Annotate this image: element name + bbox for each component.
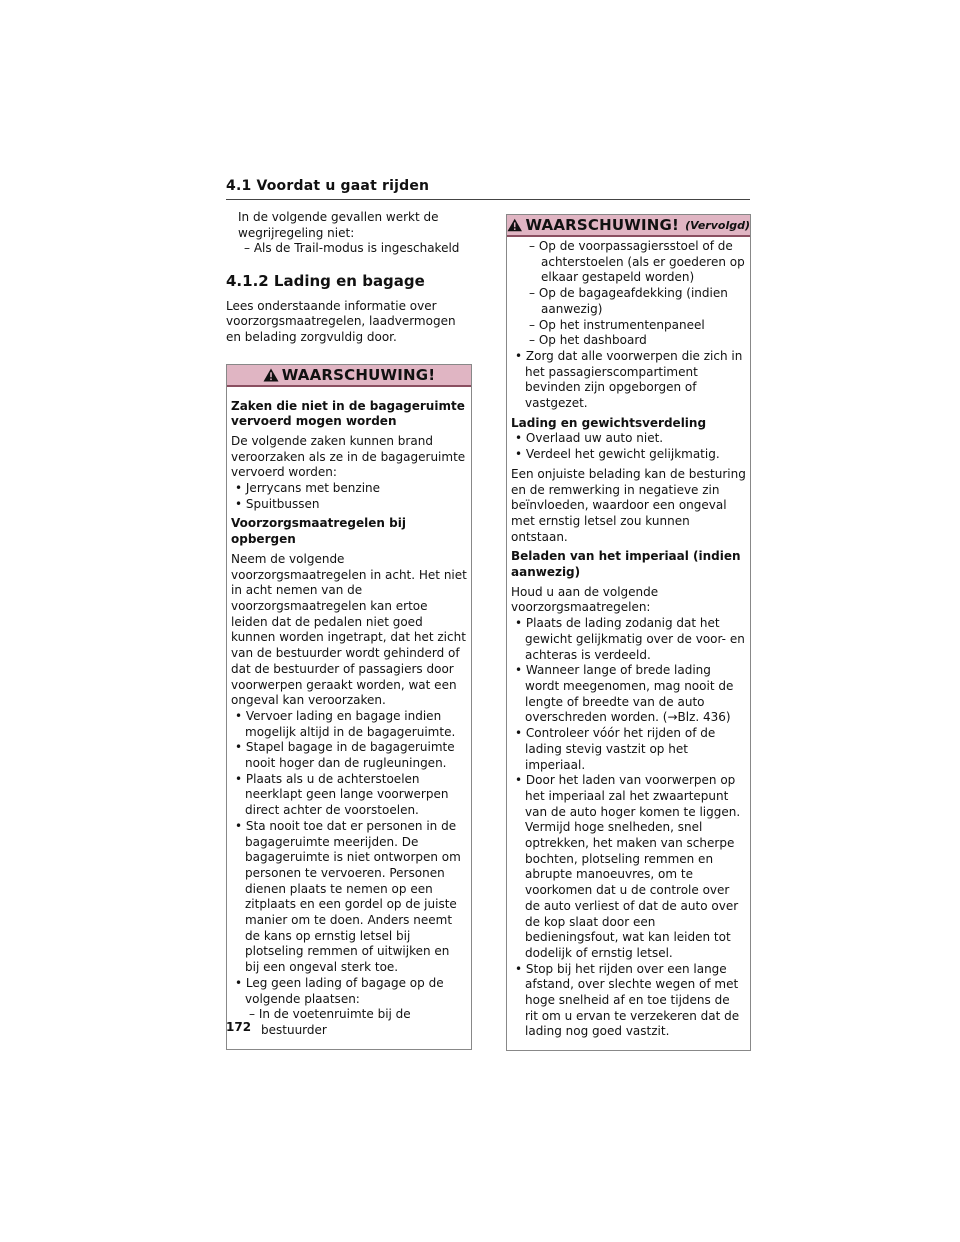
warning-subheading: Voorzorgsmaatregelen bij opbergen <box>231 516 406 547</box>
warning-subheading: Beladen van het imperiaal (indien aanwezig) <box>511 549 741 580</box>
bullet-item: • Door het laden van voorwerpen op het imperiaal zal het zwaartepunt van de auto hoger komen te liggen. Vermijd hoge snelheden, snel optrekken, het maken van scherpe bochten, plotseling remmen en abrupte manoeuvres, om te voorkomen dat u de controle over de auto verliest of dat de auto over de kop slaat door een bedieningsfout, wat kan leiden tot dodelijk of ernstig letsel. <box>515 773 741 960</box>
intro-block <box>226 210 472 257</box>
warning-subheading: Lading en gewichtsverdeling <box>511 415 707 430</box>
bullet-item: • Controleer vóór het rijden of de lading stevig vastzit op het imperiaal. <box>515 726 716 772</box>
warning-box-right <box>506 214 751 1051</box>
warning-triangle-icon <box>507 218 522 232</box>
bullet-item: • Overlaad uw auto niet. <box>515 431 664 446</box>
header-divider <box>226 199 750 200</box>
bullet-item: • Zorg dat alle voorwerpen die zich in het passagierscompartiment bevinden zijn opgeborgen of vastgezet. <box>515 348 743 411</box>
bullet-item: • Plaats de lading zodanig dat het gewicht gelijkmatig over de voor- en achteras is verdeeld. <box>515 616 745 662</box>
bullet-item: • Stop bij het rijden over een lange afstand, over slechte wegen of met hoge snelheid af en toe tijdens de rit om u ervan te verzekeren dat de lading nog goed vastzit. <box>515 961 740 1039</box>
warning-paragraph: Houd u aan de volgende voorzorgsmaatregelen: <box>511 584 659 615</box>
warning-body <box>507 237 750 1050</box>
warning-header <box>227 365 471 387</box>
section-heading: 4.1.2 Lading en bagage <box>226 271 425 290</box>
dash-item: – In de voetenruimte bij de bestuurder <box>249 1007 411 1037</box>
chapter-title: 4.1 Voordat u gaat rijden <box>226 178 430 194</box>
bullet-item: • Stapel bagage in de bagageruimte nooit hoger dan de rugleuningen. <box>235 740 455 771</box>
intro-line-1: In de volgende gevallen werkt de <box>238 210 439 224</box>
intro-dash-item: – Als de Trail-modus is ingeschakeld <box>244 241 460 256</box>
warning-subheading: Zaken die niet in de bagageruimte vervoerd mogen worden <box>231 398 465 429</box>
page-number: 172 <box>226 1020 252 1034</box>
warning-paragraph: De volgende zaken kunnen brand veroorzaken als ze in de bagageruimte vervoerd worden: <box>231 433 466 480</box>
section-text: Lees onderstaande informatie over voorzorgsmaatregelen, laadvermogen en belading zorgvuldig door. <box>226 298 456 344</box>
warning-box-left <box>226 364 472 1050</box>
warning-header <box>507 215 750 237</box>
warning-paragraph: Een onjuiste belading kan de besturing en de remwerking in negatieve zin beïnvloeden, waardoor een ongeval met ernstig letsel zou kunnen ontstaan. <box>511 466 746 544</box>
bullet-item: • Verdeel het gewicht gelijkmatig. <box>515 447 720 462</box>
bullet-item: • Wanneer lange of brede lading wordt meegenomen, mag nooit de lengte of breedte van de auto overschreden worden. (→Blz. 436) <box>515 663 734 725</box>
dash-item: – Op het instrumentenpaneel <box>529 317 705 332</box>
warning-continued-label: (Vervolgd) <box>685 218 750 232</box>
warning-title: WAARSCHUWING! <box>525 216 680 234</box>
left-column <box>226 210 472 1050</box>
dash-item: – Op de bagageafdekking (indien aanwezig) <box>529 286 728 316</box>
page-header <box>226 178 750 200</box>
bullet-item: • Jerrycans met benzine <box>235 481 381 496</box>
bullet-item: • Leg geen lading of bagage op de volgende plaatsen: <box>235 975 444 1006</box>
right-column <box>506 214 751 1051</box>
warning-title: WAARSCHUWING! <box>281 365 436 384</box>
bullet-item: • Sta nooit toe dat er personen in de bagageruimte meerijden. De bagageruimte is niet ontworpen om personen te vervoeren. Personen dienen plaats te nemen op een zitplaats en een gordel op de juiste manier om te doen. Anders neemt de kans op ernstig letsel bij plotseling remmen of uitwijken en bij een ongeval sterk toe. <box>235 818 461 975</box>
intro-line-2: wegrijregeling niet: <box>238 225 355 240</box>
bullet-item: • Spuitbussen <box>235 496 320 511</box>
dash-item: – Op het dashboard <box>529 333 647 348</box>
warning-triangle-icon <box>263 368 279 382</box>
bullet-item: • Plaats als u de achterstoelen neerklapt geen lange voorwerpen direct achter de voorstoelen. <box>235 771 449 818</box>
warning-body <box>227 387 471 1049</box>
warning-paragraph: Neem de volgende voorzorgsmaatregelen in acht. Het niet in acht nemen van de voorzorgsmaatregelen kan ertoe leiden dat de pedalen niet goed kunnen worden ingetrapt, dat het zicht van de bestuurder wordt gehinderd of dat de bestuurder of passagiers door voorwerpen geraakt worden, wat een ongeval kan veroorzaken. <box>231 551 467 708</box>
dash-item: – Op de voorpassagiersstoel of de achterstoelen (als er goederen op elkaar gestapeld worden) <box>529 239 745 285</box>
bullet-item: • Vervoer lading en bagage indien mogelijk altijd in de bagageruimte. <box>235 708 456 739</box>
